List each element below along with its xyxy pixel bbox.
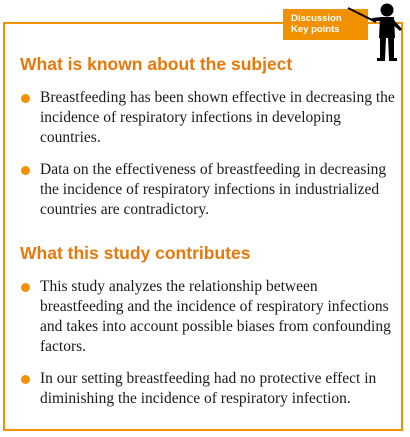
tab-label-discussion: Discussion: [291, 13, 342, 24]
known-points-list: [20, 88, 400, 232]
section-heading-known: What is known about the subject: [20, 54, 293, 74]
orange-dot-icon: [21, 283, 30, 292]
list-item-text: In our setting breastfeeding had no protective effect in diminishing the incidence of respiratory infection.: [40, 370, 377, 407]
orange-dot-icon: [21, 166, 30, 175]
list-item: [20, 369, 400, 409]
list-item-text: Breastfeeding has been shown effective in decreasing the incidence of respiratory infections in developing countries.: [40, 89, 395, 146]
list-item-text: This study analyzes the relationship between breastfeeding and the incidence of respiratory infections and takes into account possible biases from confounding factors.: [40, 278, 391, 355]
orange-dot-icon: [21, 94, 30, 103]
list-item: [20, 88, 400, 148]
presenter-with-pointer-icon: [342, 0, 408, 62]
section-heading-contributes: What this study contributes: [20, 243, 251, 263]
list-item: [20, 160, 400, 220]
contribution-points-list: [20, 277, 400, 421]
list-item: [20, 277, 400, 357]
list-item-text: Data on the effectiveness of breastfeeding in decreasing the incidence of respiratory infections in industrialized countries are contradictory.: [40, 161, 387, 218]
orange-dot-icon: [21, 375, 30, 384]
tab-label-key-points: Key points: [291, 24, 340, 35]
